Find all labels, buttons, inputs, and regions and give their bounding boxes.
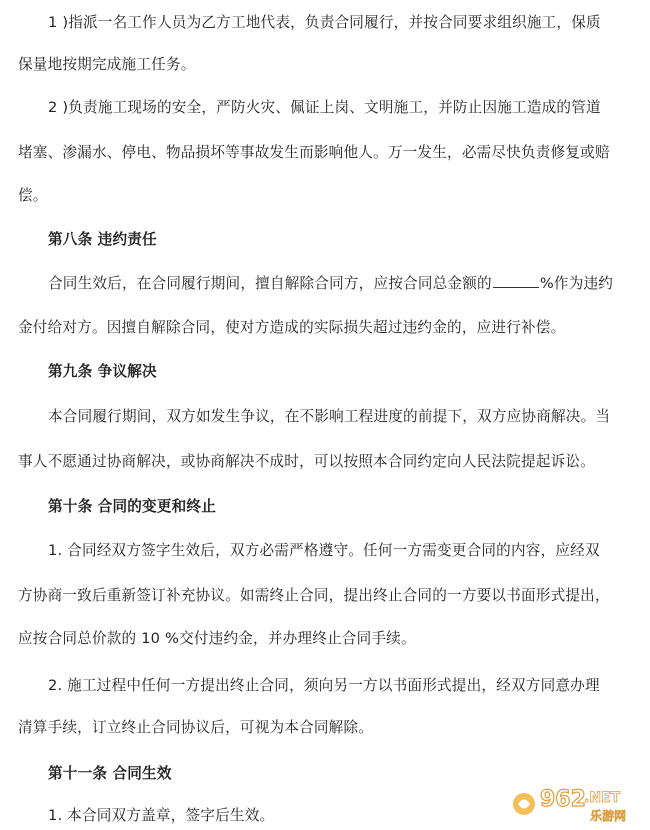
section-heading-dispute-resolution: 第九条 争议解决 [48,363,157,380]
paragraph-line: 金付给对方。因擅自解除合同，使对方造成的实际损失超过违约金的，应进行补偿。 [18,319,566,336]
section-heading-breach-liability: 第八条 违约责任 [48,231,157,248]
paragraph-line: 1 )指派一名工作人员为乙方工地代表，负责合同履行，并按合同要求组织施工，保质 [48,14,601,31]
paragraph-line: 堵塞、渗漏水、停电、物品损坏等事故发生而影响他人。万一发生，必需尽快负责修复或赔 [18,144,610,161]
paragraph-line: 应按合同总价款的 10 %交付违约金，并办理终止合同手续。 [18,630,416,647]
paragraph-line: 1. 合同经双方签字生效后，双方必需严格遵守。任何一方需变更合同的内容，应经双 [48,542,600,559]
paragraph-line [48,274,613,294]
paragraph-line: 本合同履行期间，双方如发生争议，在不影响工程进度的前提下，双方应协商解决。当 [48,408,611,425]
paragraph-text: %作为违约 [539,275,614,292]
paragraph-text: 合同生效后，在合同履行期间，擅自解除合同方，应按合同总金额的 [48,275,492,292]
paragraph-line: 1. 本合同双方盖章，签字后生效。 [48,807,275,824]
paragraph-line: 2 )负责施工现场的安全，严防火灾、佩证上岗、文明施工，并防止因施工造成的管道 [48,99,601,116]
watermark-suffix: .NET [584,790,621,806]
watermark-number: 962 [540,787,586,812]
paragraph-line: 2. 施工过程中任何一方提出终止合同，须向另一方以书面形式提出，经双方同意办理 [48,677,600,694]
section-heading-contract-effect: 第十一条 合同生效 [48,765,172,782]
watermark-cn: 乐游网 [590,809,627,823]
paragraph-line: 方协商一致后重新签订补充协议。如需终止合同，提出终止合同的一方要以书面形式提出， [18,587,610,604]
paragraph-line: 保量地按期完成施工任务。 [18,56,196,73]
site-watermark-logo [510,780,642,826]
fill-in-blank [493,275,539,288]
paragraph-line: 偿。 [18,187,48,204]
section-heading-change-termination: 第十条 合同的变更和终止 [48,498,217,515]
paragraph-line: 事人不愿通过协商解决，或协商解决不成时，可以按照本合同约定向人民法院提起诉讼。 [18,453,595,470]
paragraph-line: 清算手续，订立终止合同协议后，可视为本合同解除。 [18,719,374,736]
